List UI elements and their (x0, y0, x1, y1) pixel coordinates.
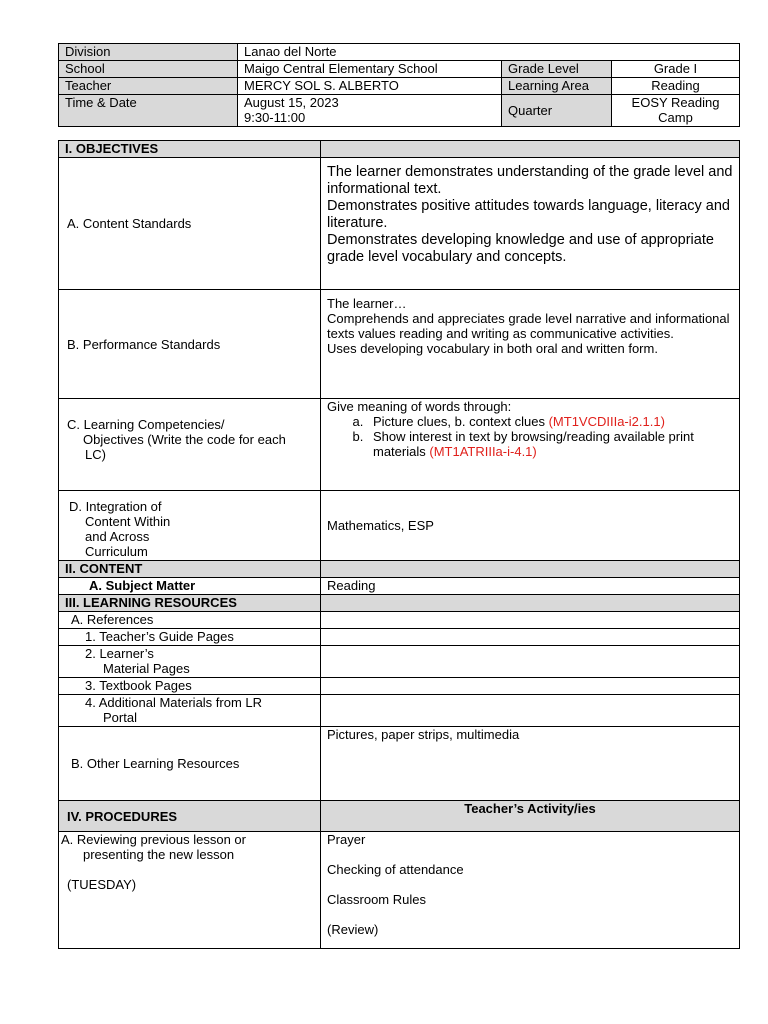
resources-heading: III. LEARNING RESOURCES (59, 595, 321, 612)
objectives-heading: I. OBJECTIVES (59, 141, 321, 158)
school-value: Maigo Central Elementary School (238, 61, 502, 78)
subject-matter-label: A. Subject Matter (59, 578, 321, 595)
performance-standards-value: The learner… Comprehends and appreciates grade level narrative and informational texts values reading and writing as communicative activities. Uses developing vocabulary in both oral and written form. (321, 290, 740, 399)
references-label: A. References (59, 612, 321, 629)
teachers-activity-header: Teacher’s Activity/ies (321, 801, 740, 832)
grade-level-label: Grade Level (502, 61, 612, 78)
division-value: Lanao del Norte (238, 44, 740, 61)
teachers-activity-list (321, 832, 740, 949)
learning-area-value: Reading (612, 78, 740, 95)
lesson-plan-table (58, 140, 740, 949)
content-heading: II. CONTENT (59, 561, 321, 578)
list-item: (Review) (327, 922, 379, 937)
teachers-guide-label: 1. Teacher’s Guide Pages (59, 629, 321, 646)
other-resources-label: B. Other Learning Resources (59, 727, 321, 801)
list-item: a. Picture clues, b. context clues (MT1VCDIIIa-i2.1.1) (367, 414, 733, 429)
learners-material-label: 2. Learner’s Material Pages (59, 646, 321, 678)
textbook-pages-label: 3. Textbook Pages (59, 678, 321, 695)
lesson-header-table (58, 43, 740, 127)
additional-materials-label: 4. Additional Materials from LR Portal (59, 695, 321, 727)
reviewing-lesson-label: A. Reviewing previous lesson or presenting the new lesson (TUESDAY) (59, 832, 321, 949)
teacher-value: MERCY SOL S. ALBERTO (238, 78, 502, 95)
time-date-value (238, 95, 502, 127)
list-item: b. Show interest in text by browsing/reading available print materials (MT1ATRIIIa-i-4.1) (367, 429, 733, 459)
integration-value: Mathematics, ESP (321, 491, 740, 561)
content-standards-label: A. Content Standards (59, 158, 321, 290)
list-item: Prayer (327, 832, 366, 847)
learning-competencies-label: C. Learning Competencies/ Objectives (Write the code for each LC) (59, 399, 321, 491)
integration-label: D. Integration of Content Within and Across Curriculum (59, 491, 321, 561)
date-value: August 15, 2023 (244, 95, 339, 110)
list-item: Classroom Rules (327, 892, 426, 907)
learning-competencies-value: Give meaning of words through: a. Picture clues, b. context clues (MT1VCDIIIa-i2.1.1) b. Show interest in text by browsing/reading available print materials (MT1ATRIIIa-i-4.1) (321, 399, 740, 491)
teacher-label: Teacher (59, 78, 238, 95)
division-label: Division (59, 44, 238, 61)
lesson-day: (TUESDAY) (67, 877, 137, 892)
learning-area-label: Learning Area (502, 78, 612, 95)
procedures-heading: IV. PROCEDURES (59, 801, 321, 832)
performance-standards-label: B. Performance Standards (59, 290, 321, 399)
other-resources-value: Pictures, paper strips, multimedia (321, 727, 740, 801)
competency-code: (MT1VCDIIIa-i2.1.1) (548, 414, 665, 429)
content-standards-value: The learner demonstrates understanding of the grade level and informational text. Demonstrates positive attitudes towards language, literacy and literature. Demonstrates developing knowledge and use of appropriate grade level vocabulary and concepts. (321, 158, 740, 290)
list-item: Checking of attendance (327, 862, 464, 877)
grade-level-value: Grade I (612, 61, 740, 78)
quarter-value: EOSY Reading Camp (612, 95, 740, 127)
quarter-label: Quarter (502, 95, 612, 127)
time-date-label: Time & Date (59, 95, 238, 127)
time-value: 9:30-11:00 (244, 110, 306, 125)
competency-list (327, 414, 733, 459)
competency-code: (MT1ATRIIIa-i-4.1) (429, 444, 537, 459)
subject-matter-value: Reading (321, 578, 740, 595)
school-label: School (59, 61, 238, 78)
